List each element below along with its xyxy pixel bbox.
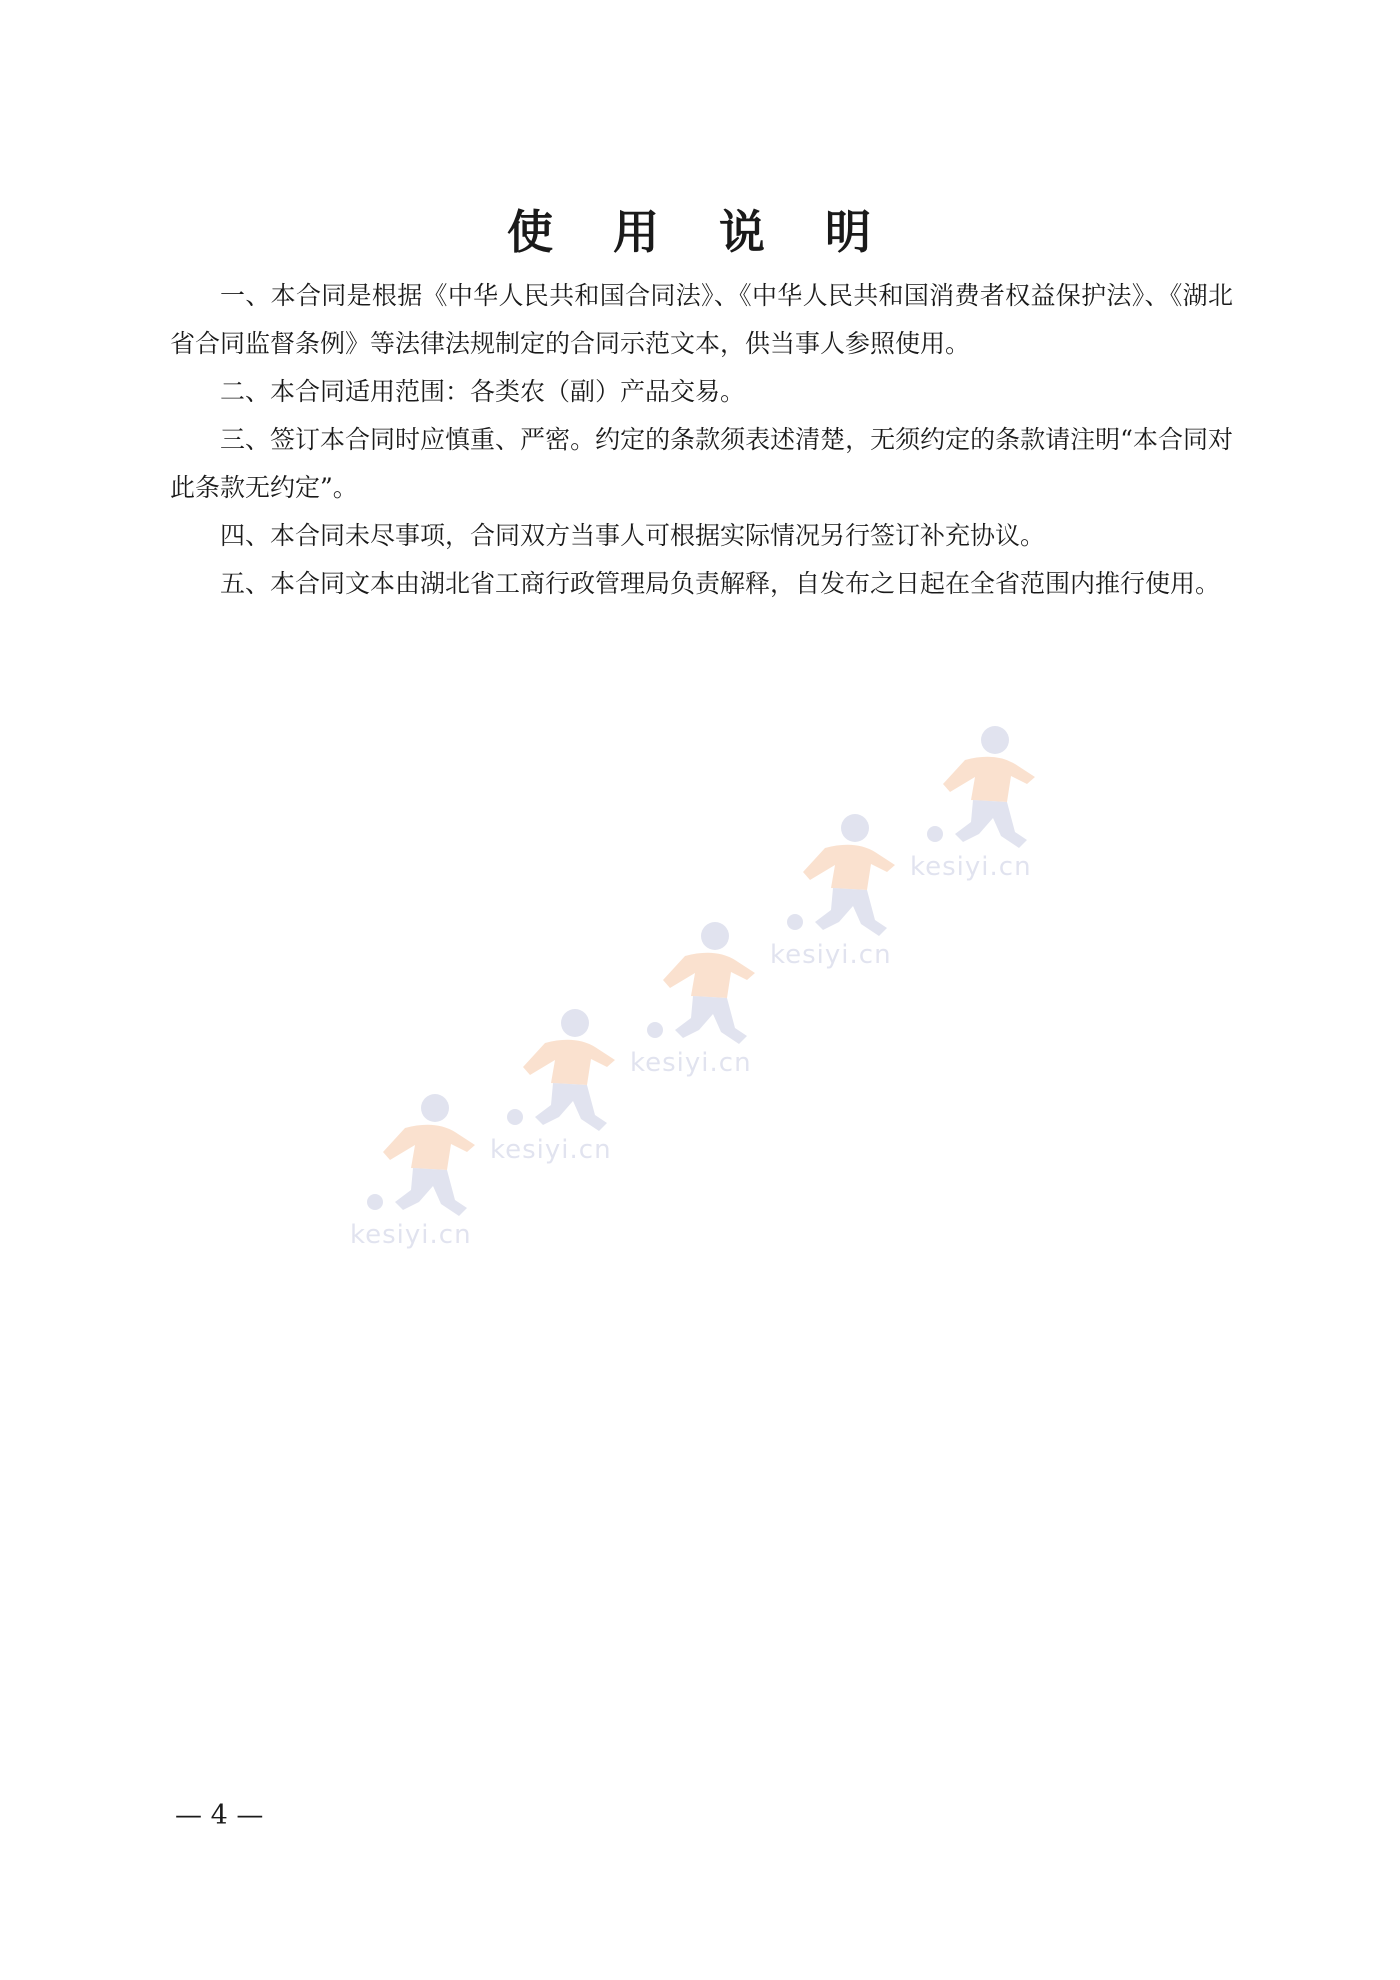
instruction-paragraph-4: 四、本合同未尽事项，合同双方当事人可根据实际情况另行签订补充协议。 — [220, 521, 1046, 550]
instruction-paragraph-2: 二、本合同适用范围：各类农（副）产品交易。 — [220, 377, 746, 406]
watermark-text: kesiyi.cn — [490, 1135, 612, 1165]
instruction-paragraph-3: 三、签订本合同时应慎重、严密。约定的条款须表述清楚，无须约定的条款请注明“本合同对此条款无约定”。 — [170, 425, 1233, 502]
running-person-icon — [495, 1005, 645, 1135]
running-person-icon — [355, 1090, 505, 1220]
running-person-icon — [775, 810, 925, 940]
running-person-icon — [915, 722, 1065, 852]
instruction-paragraph-5: 五、本合同文本由湖北省工商行政管理局负责解释，自发布之日起在全省范围内推行使用。 — [220, 569, 1221, 598]
instruction-paragraph-1: 一、本合同是根据《中华人民共和国合同法》、《中华人民共和国消费者权益保护法》、《湖北省合同监督条例》等法律法规制定的合同示范文本，供当事人参照使用。 — [170, 281, 1233, 358]
watermark-text: kesiyi.cn — [910, 852, 1032, 882]
page-number: — 4 — — [175, 1800, 264, 1831]
watermark-text: kesiyi.cn — [770, 940, 892, 970]
watermark — [910, 722, 1105, 892]
instructions-body — [170, 272, 1233, 608]
watermark-text: kesiyi.cn — [630, 1048, 752, 1078]
page-title: 使 用 说 明 — [506, 204, 894, 259]
watermark-text: kesiyi.cn — [350, 1220, 472, 1250]
running-person-icon — [635, 918, 785, 1048]
